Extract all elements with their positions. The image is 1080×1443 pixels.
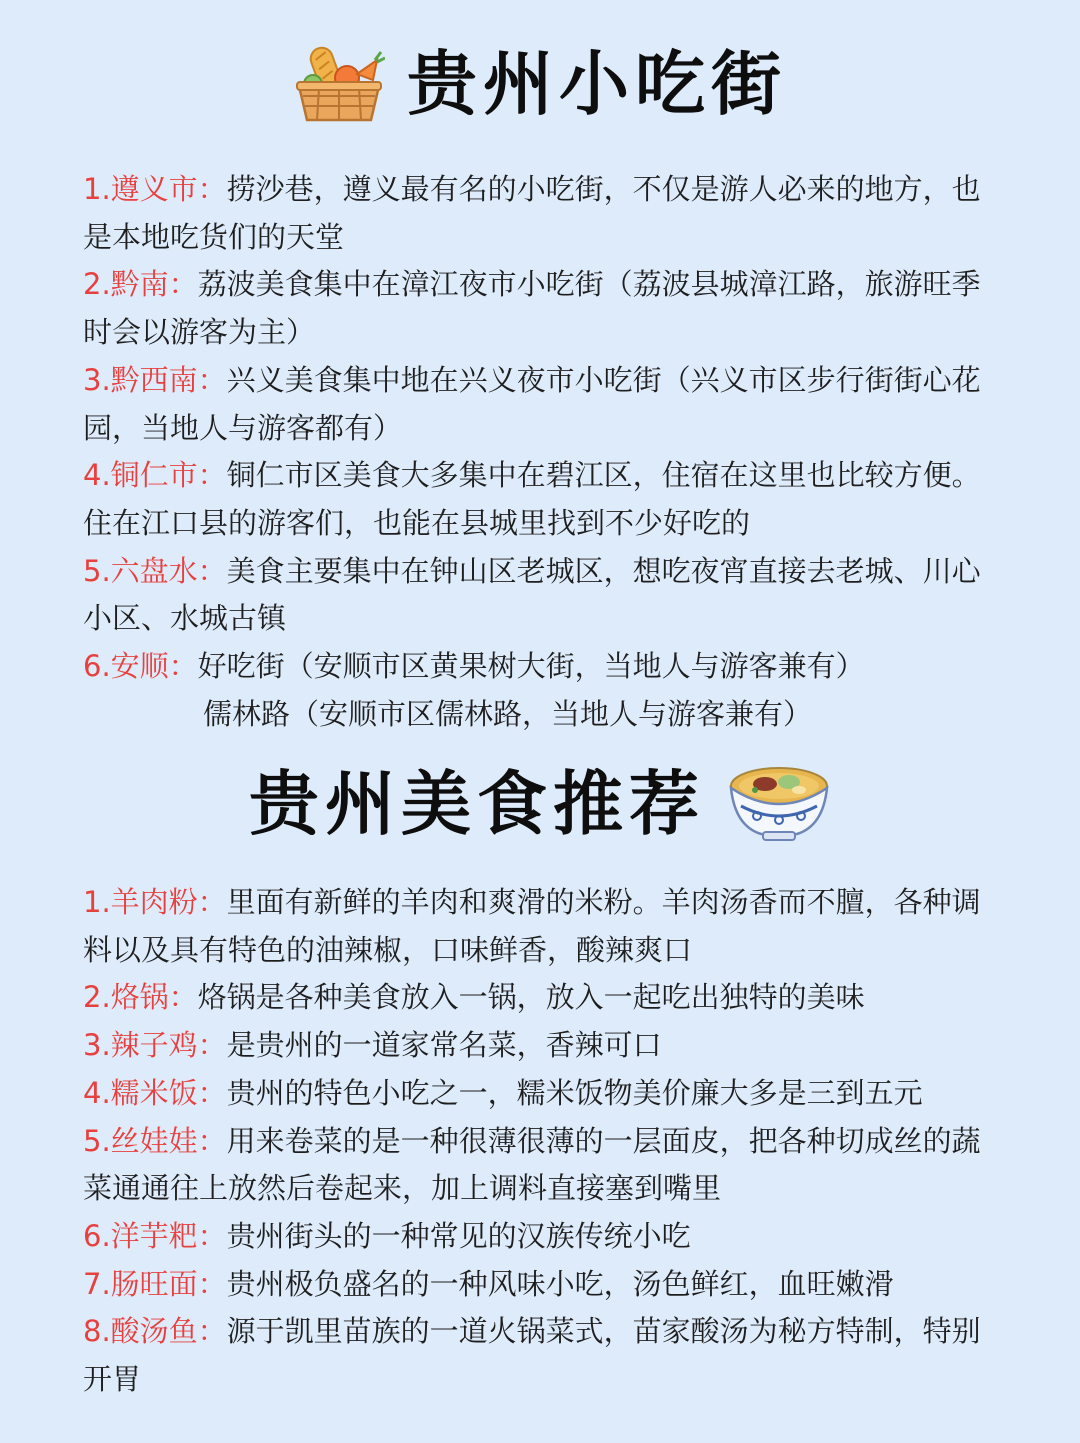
item-text: 贵州的特色小吃之一，糯米饭物美价廉大多是三到五元 [226, 1075, 923, 1110]
item-label: 4.糯米饭： [83, 1075, 227, 1110]
item-text: 是贵州的一道家常名菜，香辣可口 [226, 1028, 662, 1063]
list-item [83, 548, 998, 643]
item-text: 好吃街（安顺市区黄果树大街，当地人与游客兼有） [197, 649, 865, 684]
item-label: 3.黔西南： [83, 362, 227, 397]
list-item [83, 1308, 998, 1403]
item-text: 烙锅是各种美食放入一锅，放入一起吃出独特的美味 [197, 980, 865, 1015]
item-text: 捞沙巷，遵义最有名的小吃街，不仅是游人必来的地方，也是本地吃货们的天堂 [83, 172, 981, 254]
item-label: 6.洋芋粑： [83, 1218, 227, 1253]
list-item [83, 261, 998, 356]
item-text: 源于凯里苗族的一道火锅菜式，苗家酸汤为秘方特制，特别开胃 [83, 1314, 981, 1397]
item-label: 6.安顺： [83, 649, 198, 684]
item-text: 兴义美食集中地在兴义夜市小吃街（兴义市区步行街街心花园，当地人与游客都有） [83, 362, 981, 445]
item-label: 5.丝娃娃： [83, 1123, 227, 1158]
snack-street-list [83, 166, 998, 738]
item-text: 荔波美食集中在漳江夜市小吃街（荔波县城漳江路，旅游旺季时会以游客为主） [83, 267, 981, 350]
list-item [83, 166, 998, 261]
list-item [83, 1213, 998, 1261]
item-label: 1.羊肉粉： [83, 885, 227, 919]
section-title-food-recommendations [0, 762, 1080, 846]
list-item [83, 1022, 998, 1070]
item-text-second-line: 儒林路（安顺市区儒林路，当地人与游客兼有） [203, 696, 813, 731]
item-label: 2.黔南： [83, 267, 198, 302]
item-label: 2.烙锅： [83, 980, 198, 1015]
item-label: 8.酸汤鱼： [83, 1314, 227, 1349]
list-item [83, 1070, 998, 1118]
item-text: 贵州街头的一种常见的汉族传统小吃 [226, 1218, 691, 1253]
list-item [83, 452, 998, 547]
food-recommendation-list [83, 879, 998, 1404]
item-label: 1.遵义市： [83, 172, 227, 206]
item-text: 美食主要集中在钟山区老城区，想吃夜宵直接去老城、川心小区、水城古镇 [83, 553, 981, 636]
noodle-bowl-icon [727, 762, 831, 846]
item-text: 里面有新鲜的羊肉和爽滑的米粉。羊肉汤香而不膻，各种调料以及具有特色的油辣椒，口味鲜香，酸辣爽口 [83, 885, 981, 967]
item-label: 4.铜仁市： [83, 458, 227, 493]
list-item [83, 643, 998, 738]
item-text: 铜仁市区美食大多集中在碧江区，住宿在这里也比较方便。住在江口县的游客们，也能在县城里找到不少好吃的 [83, 458, 981, 540]
bread-basket-icon [293, 40, 385, 128]
item-label: 3.辣子鸡： [83, 1028, 227, 1063]
section-title-text: 贵州小吃街 [407, 42, 787, 125]
section-title-text: 贵州美食推荐 [249, 762, 705, 845]
item-label: 5.六盘水： [83, 553, 227, 588]
item-text: 贵州极负盛名的一种风味小吃，汤色鲜红，血旺嫩滑 [226, 1266, 894, 1301]
list-item [83, 974, 998, 1022]
item-text: 用来卷菜的是一种很薄很薄的一层面皮，把各种切成丝的蔬菜通通往上放然后卷起来，加上调料直接塞到嘴里 [83, 1123, 981, 1206]
list-item [83, 1261, 998, 1309]
section-title-snack-streets [0, 40, 1080, 128]
list-item [83, 879, 998, 974]
item-label: 7.肠旺面： [83, 1266, 227, 1301]
list-item [83, 357, 998, 452]
list-item [83, 1118, 998, 1213]
